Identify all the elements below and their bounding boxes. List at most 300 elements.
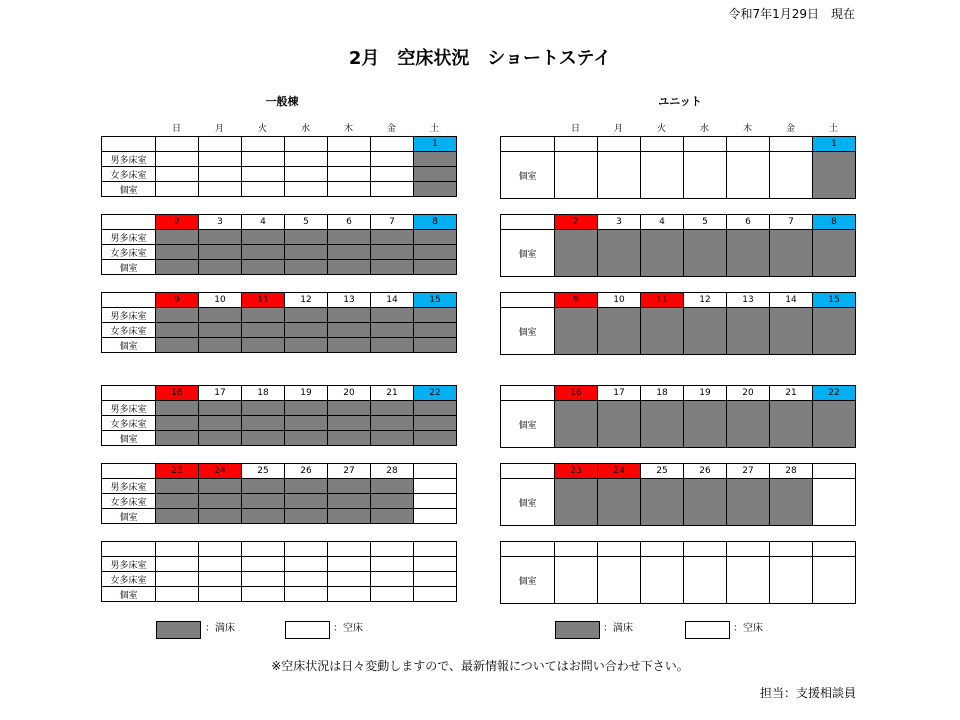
status-cell-full	[199, 509, 242, 524]
status-cell-full	[727, 401, 770, 448]
date-cell: 13	[328, 293, 371, 308]
date-cell: 4	[242, 215, 285, 230]
unit-week-table	[500, 463, 856, 526]
date-cell: 16	[156, 386, 199, 401]
status-cell-full	[371, 509, 414, 524]
status-cell-vacant	[684, 152, 727, 199]
status-cell-full	[641, 479, 684, 526]
unit-room-row	[501, 152, 856, 199]
general-room-row	[102, 572, 457, 587]
status-cell-full	[770, 230, 813, 277]
date-row-label-cell	[102, 386, 156, 401]
unit-room-row	[501, 308, 856, 355]
general-room-row	[102, 152, 457, 167]
room-type-label: 個室	[501, 308, 555, 355]
status-cell-full	[242, 401, 285, 416]
status-cell-full	[727, 308, 770, 355]
general-date-row	[102, 293, 457, 308]
room-type-label: 女多床室	[102, 245, 156, 260]
date-cell: 7	[770, 215, 813, 230]
status-cell-full	[328, 416, 371, 431]
status-cell-full	[156, 323, 199, 338]
unit-date-row	[501, 542, 856, 557]
date-cell	[156, 542, 199, 557]
date-cell: 18	[242, 386, 285, 401]
date-cell: 15	[414, 293, 457, 308]
date-cell: 22	[414, 386, 457, 401]
status-cell-vacant	[156, 572, 199, 587]
status-cell-full	[156, 338, 199, 353]
date-cell: 12	[684, 293, 727, 308]
date-cell: 5	[285, 215, 328, 230]
status-cell-full	[328, 494, 371, 509]
status-cell-full	[285, 230, 328, 245]
date-cell: 17	[199, 386, 242, 401]
status-cell-vacant	[199, 557, 242, 572]
date-cell: 8	[813, 215, 856, 230]
status-cell-vacant	[328, 587, 371, 602]
status-cell-vacant	[371, 182, 414, 197]
status-cell-full	[371, 479, 414, 494]
date-cell	[684, 542, 727, 557]
status-cell-vacant	[242, 572, 285, 587]
status-cell-vacant	[156, 587, 199, 602]
status-cell-full	[156, 401, 199, 416]
unit-weekday-6: 土	[828, 124, 838, 134]
status-cell-vacant	[770, 557, 813, 604]
general-room-row	[102, 167, 457, 182]
date-cell: 23	[156, 464, 199, 479]
status-cell-full	[156, 416, 199, 431]
status-cell-full	[199, 479, 242, 494]
date-cell: 25	[641, 464, 684, 479]
status-cell-vacant	[199, 587, 242, 602]
date-cell: 20	[328, 386, 371, 401]
status-cell-full	[242, 230, 285, 245]
status-cell-full	[555, 479, 598, 526]
general-room-row	[102, 431, 457, 446]
room-type-label: 個室	[102, 587, 156, 602]
date-cell: 11	[641, 293, 684, 308]
date-cell	[285, 542, 328, 557]
status-cell-full	[328, 308, 371, 323]
status-cell-vacant	[328, 152, 371, 167]
date-cell: 2	[555, 215, 598, 230]
room-type-label: 個室	[102, 260, 156, 275]
status-cell-full	[156, 308, 199, 323]
status-cell-full	[414, 230, 457, 245]
status-cell-full	[328, 401, 371, 416]
date-cell: 19	[684, 386, 727, 401]
date-cell: 21	[770, 386, 813, 401]
status-cell-full	[813, 401, 856, 448]
legend-full-label-unit: ：満床	[603, 623, 633, 634]
status-cell-full	[328, 479, 371, 494]
status-cell-vacant	[285, 587, 328, 602]
status-cell-full	[641, 308, 684, 355]
status-cell-full	[414, 152, 457, 167]
page-title: 2月 空床状況 ショートステイ	[348, 48, 612, 69]
status-cell-full	[242, 338, 285, 353]
status-cell-vacant	[371, 557, 414, 572]
status-cell-full	[156, 230, 199, 245]
date-cell: 1	[813, 137, 856, 152]
status-cell-full	[414, 167, 457, 182]
date-cell	[598, 137, 641, 152]
date-cell: 8	[414, 215, 457, 230]
status-cell-vacant	[598, 152, 641, 199]
status-cell-full	[199, 260, 242, 275]
general-week-table	[101, 214, 457, 275]
room-type-label: 女多床室	[102, 572, 156, 587]
date-cell	[199, 137, 242, 152]
unit-room-row	[501, 479, 856, 526]
status-cell-vacant	[199, 572, 242, 587]
status-cell-vacant	[242, 167, 285, 182]
unit-weekday-4: 木	[742, 124, 752, 134]
unit-date-row	[501, 293, 856, 308]
date-row-label-cell	[102, 542, 156, 557]
status-cell-full	[371, 431, 414, 446]
status-cell-full	[371, 338, 414, 353]
status-cell-vacant	[285, 152, 328, 167]
date-cell: 15	[813, 293, 856, 308]
status-cell-full	[156, 431, 199, 446]
status-cell-full	[328, 431, 371, 446]
status-cell-full	[285, 323, 328, 338]
status-cell-vacant	[414, 509, 457, 524]
status-cell-vacant	[156, 557, 199, 572]
date-cell: 2	[156, 215, 199, 230]
status-cell-vacant	[242, 182, 285, 197]
status-cell-full	[371, 416, 414, 431]
date-cell: 21	[371, 386, 414, 401]
room-type-label: 男多床室	[102, 557, 156, 572]
status-cell-full	[285, 338, 328, 353]
date-cell: 28	[371, 464, 414, 479]
status-cell-full	[414, 260, 457, 275]
status-cell-full	[199, 338, 242, 353]
date-cell: 16	[555, 386, 598, 401]
room-type-label: 個室	[501, 479, 555, 526]
general-week-table	[101, 292, 457, 353]
unit-room-row	[501, 401, 856, 448]
date-cell	[199, 542, 242, 557]
status-cell-full	[727, 479, 770, 526]
status-cell-full	[242, 494, 285, 509]
date-row-label-cell	[102, 215, 156, 230]
date-cell: 1	[414, 137, 457, 152]
general-room-row	[102, 587, 457, 602]
status-cell-full	[328, 260, 371, 275]
status-cell-full	[684, 308, 727, 355]
room-type-label: 女多床室	[102, 167, 156, 182]
date-cell	[371, 542, 414, 557]
status-cell-full	[813, 308, 856, 355]
unit-weekday-5: 金	[785, 124, 795, 134]
room-type-label: 男多床室	[102, 401, 156, 416]
date-cell: 17	[598, 386, 641, 401]
status-cell-full	[727, 230, 770, 277]
status-cell-vacant	[285, 182, 328, 197]
status-cell-full	[371, 401, 414, 416]
date-cell: 6	[727, 215, 770, 230]
general-room-row	[102, 260, 457, 275]
date-cell: 18	[641, 386, 684, 401]
date-cell: 24	[598, 464, 641, 479]
date-cell: 24	[199, 464, 242, 479]
unit-date-row	[501, 386, 856, 401]
status-cell-full	[156, 509, 199, 524]
status-cell-vacant	[813, 479, 856, 526]
general-weekday-2: 火	[257, 124, 267, 134]
unit-room-row	[501, 230, 856, 277]
status-cell-vacant	[414, 557, 457, 572]
status-cell-full	[328, 323, 371, 338]
status-cell-vacant	[156, 167, 199, 182]
section-heading-general: 一般棟	[265, 95, 299, 108]
status-cell-full	[242, 431, 285, 446]
date-cell: 22	[813, 386, 856, 401]
status-cell-full	[328, 230, 371, 245]
room-type-label: 女多床室	[102, 494, 156, 509]
status-cell-full	[156, 494, 199, 509]
status-cell-full	[598, 308, 641, 355]
general-room-row	[102, 416, 457, 431]
date-cell: 10	[199, 293, 242, 308]
unit-weekday-1: 月	[613, 124, 623, 134]
status-cell-full	[414, 245, 457, 260]
status-cell-full	[598, 479, 641, 526]
date-row-label-cell	[501, 386, 555, 401]
date-cell: 3	[598, 215, 641, 230]
status-cell-vacant	[328, 182, 371, 197]
date-cell: 27	[727, 464, 770, 479]
general-room-row	[102, 479, 457, 494]
status-cell-vacant	[414, 479, 457, 494]
status-cell-full	[156, 479, 199, 494]
status-cell-vacant	[328, 572, 371, 587]
status-cell-full	[598, 230, 641, 277]
general-weekday-4: 木	[343, 124, 353, 134]
date-cell	[328, 137, 371, 152]
date-cell	[727, 137, 770, 152]
status-cell-vacant	[285, 557, 328, 572]
status-cell-full	[285, 416, 328, 431]
unit-weekday-2: 火	[656, 124, 666, 134]
status-cell-full	[199, 323, 242, 338]
status-cell-vacant	[555, 557, 598, 604]
date-row-label-cell	[102, 293, 156, 308]
date-cell: 14	[770, 293, 813, 308]
date-row-label-cell	[501, 215, 555, 230]
as-of-date: 令和7年1月29日 現在	[728, 7, 855, 21]
staff-contact: 担当：支援相談員	[759, 686, 856, 700]
status-cell-full	[242, 509, 285, 524]
general-weekday-0: 日	[171, 124, 181, 134]
status-cell-vacant	[641, 557, 684, 604]
unit-weekday-3: 水	[699, 124, 709, 134]
legend-vacant-swatch	[285, 621, 330, 639]
room-type-label: 男多床室	[102, 308, 156, 323]
status-cell-full	[285, 245, 328, 260]
legend-vacant-label-unit: ：空床	[733, 623, 763, 634]
date-cell	[328, 542, 371, 557]
status-cell-full	[414, 401, 457, 416]
status-cell-full	[684, 230, 727, 277]
status-cell-full	[414, 416, 457, 431]
status-cell-full	[371, 323, 414, 338]
general-week-table	[101, 463, 457, 524]
status-cell-vacant	[199, 182, 242, 197]
general-week-table	[101, 541, 457, 602]
date-cell: 5	[684, 215, 727, 230]
status-cell-full	[641, 401, 684, 448]
date-cell: 9	[156, 293, 199, 308]
status-cell-full	[285, 401, 328, 416]
room-type-label: 男多床室	[102, 152, 156, 167]
date-cell	[813, 464, 856, 479]
room-type-label: 男多床室	[102, 479, 156, 494]
status-cell-full	[242, 245, 285, 260]
date-cell	[684, 137, 727, 152]
unit-week-table	[500, 385, 856, 448]
legend-vacant-swatch-unit	[685, 621, 730, 639]
status-cell-full	[328, 509, 371, 524]
date-cell: 13	[727, 293, 770, 308]
room-type-label: 個室	[102, 431, 156, 446]
status-cell-full	[813, 152, 856, 199]
status-cell-full	[641, 230, 684, 277]
legend-full-swatch	[156, 621, 201, 639]
status-cell-vacant	[242, 152, 285, 167]
date-cell	[414, 464, 457, 479]
date-cell	[242, 542, 285, 557]
date-cell	[641, 542, 684, 557]
date-cell	[770, 542, 813, 557]
date-cell: 19	[285, 386, 328, 401]
status-cell-vacant	[285, 167, 328, 182]
date-cell: 23	[555, 464, 598, 479]
status-cell-vacant	[727, 557, 770, 604]
status-cell-vacant	[684, 557, 727, 604]
status-cell-full	[813, 230, 856, 277]
status-cell-full	[156, 260, 199, 275]
status-cell-full	[555, 401, 598, 448]
date-row-label-cell	[102, 137, 156, 152]
general-date-row	[102, 215, 457, 230]
status-cell-vacant	[328, 557, 371, 572]
unit-week-table	[500, 541, 856, 604]
status-cell-vacant	[371, 167, 414, 182]
status-cell-vacant	[727, 152, 770, 199]
room-type-label: 個室	[102, 338, 156, 353]
date-cell: 26	[684, 464, 727, 479]
status-cell-full	[242, 479, 285, 494]
status-cell-full	[242, 260, 285, 275]
status-cell-full	[598, 401, 641, 448]
date-cell: 26	[285, 464, 328, 479]
date-cell: 6	[328, 215, 371, 230]
notice-text: ※空床状況は日々変動しますので、最新情報についてはお問い合わせ下さい。	[271, 659, 689, 673]
status-cell-full	[371, 230, 414, 245]
general-room-row	[102, 308, 457, 323]
status-cell-vacant	[414, 587, 457, 602]
status-cell-full	[285, 260, 328, 275]
status-cell-vacant	[414, 494, 457, 509]
date-cell: 9	[555, 293, 598, 308]
status-cell-full	[371, 245, 414, 260]
general-weekday-6: 土	[429, 124, 439, 134]
date-cell	[727, 542, 770, 557]
date-cell	[242, 137, 285, 152]
status-cell-full	[328, 338, 371, 353]
legend-full-label: ：満床	[205, 623, 235, 634]
status-cell-full	[285, 479, 328, 494]
general-weekday-5: 金	[386, 124, 396, 134]
status-cell-vacant	[598, 557, 641, 604]
date-row-label-cell	[501, 137, 555, 152]
general-week-table	[101, 136, 457, 197]
status-cell-vacant	[555, 152, 598, 199]
date-cell	[770, 137, 813, 152]
status-cell-full	[285, 308, 328, 323]
status-cell-full	[414, 182, 457, 197]
room-type-label: 個室	[102, 509, 156, 524]
general-date-row	[102, 137, 457, 152]
status-cell-full	[414, 323, 457, 338]
unit-week-table	[500, 214, 856, 277]
unit-week-table	[500, 136, 856, 199]
status-cell-full	[328, 245, 371, 260]
status-cell-full	[242, 416, 285, 431]
date-cell: 27	[328, 464, 371, 479]
general-room-row	[102, 401, 457, 416]
status-cell-full	[684, 479, 727, 526]
date-cell	[156, 137, 199, 152]
status-cell-full	[371, 494, 414, 509]
general-weekday-1: 月	[214, 124, 224, 134]
status-cell-full	[285, 509, 328, 524]
general-room-row	[102, 557, 457, 572]
unit-date-row	[501, 464, 856, 479]
legend-full-swatch-unit	[555, 621, 600, 639]
general-room-row	[102, 494, 457, 509]
status-cell-full	[156, 245, 199, 260]
status-cell-full	[770, 479, 813, 526]
status-cell-full	[770, 308, 813, 355]
general-room-row	[102, 338, 457, 353]
general-room-row	[102, 323, 457, 338]
room-type-label: 個室	[501, 557, 555, 604]
general-room-row	[102, 245, 457, 260]
legend-vacant-label: ：空床	[333, 623, 363, 634]
general-week-table	[101, 385, 457, 446]
date-cell	[285, 137, 328, 152]
general-room-row	[102, 182, 457, 197]
unit-date-row	[501, 215, 856, 230]
date-cell: 28	[770, 464, 813, 479]
date-cell	[598, 542, 641, 557]
general-room-row	[102, 509, 457, 524]
status-cell-full	[242, 308, 285, 323]
date-cell: 4	[641, 215, 684, 230]
date-cell: 3	[199, 215, 242, 230]
date-cell	[555, 542, 598, 557]
date-cell: 20	[727, 386, 770, 401]
status-cell-full	[555, 308, 598, 355]
status-cell-vacant	[371, 572, 414, 587]
